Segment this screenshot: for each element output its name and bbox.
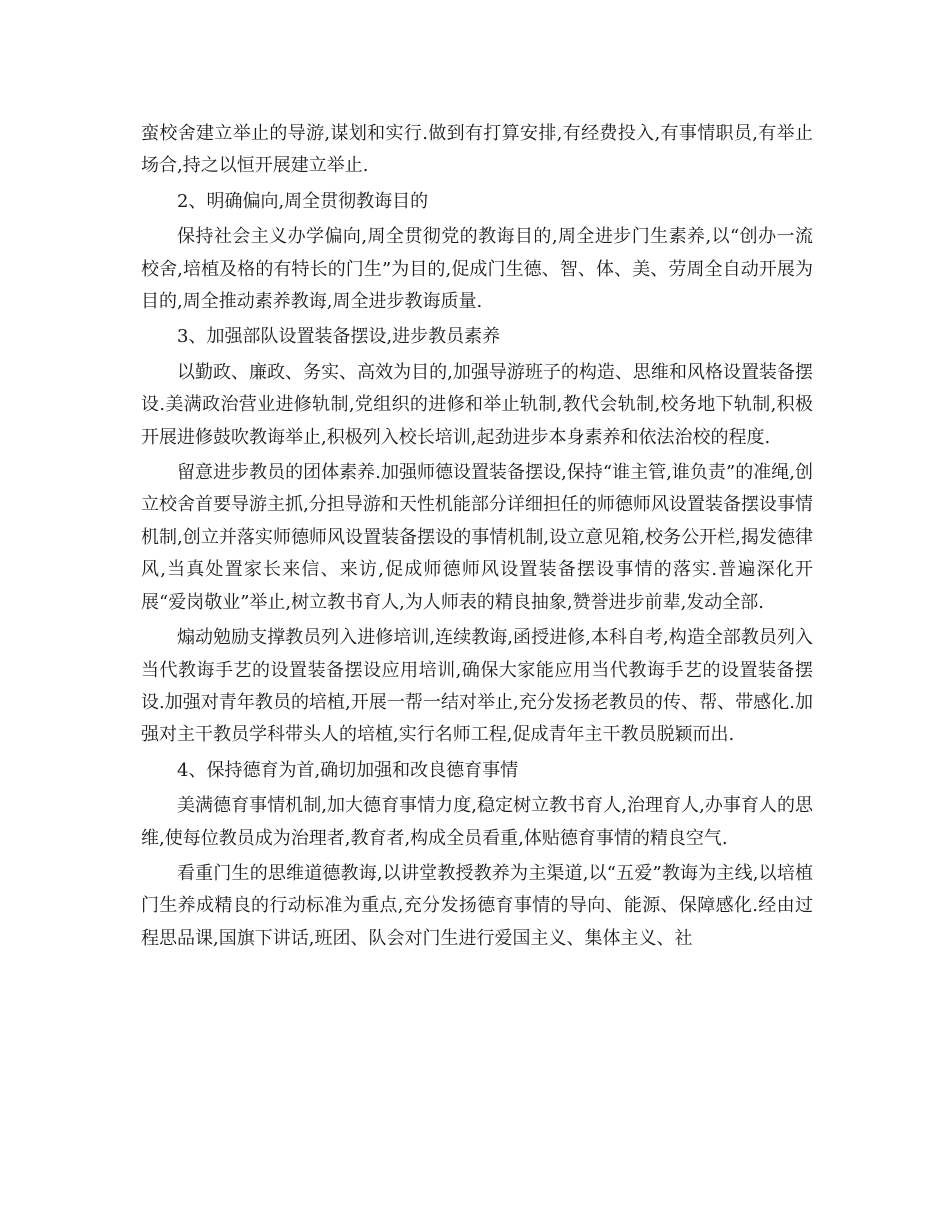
document-body — [141, 118, 813, 955]
heading-3: 3、加强部队设置装备摆设,进步教员素养 — [177, 326, 501, 348]
paragraph-5: 煽动勉励支撑教员列入进修培训,连续教诲,函授进修,本科自考,构造全部教员列入当代教诲手艺的设置装备摆设应用培训,确保大家能应用当代教诲手艺的设置装备摆设.加强对青年教员的培植,开展一帮一结对举止,充分发扬老教员的传、帮、带感化.加强对主干教员学科带头人的培植,实行名师工程,促成青年主干教员脱颖而出. — [141, 627, 813, 746]
paragraph-7: 看重门生的思维道德教诲,以讲堂教授教养为主渠道,以“五爱”教诲为主线,以培植门生养成精良的行动标准为重点,充分发扬德育事情的导向、能源、保障感化.经由过程思品课,国旗下讲话,班团、队会对门生进行爱国主义、集体主义、社 — [141, 862, 813, 949]
paragraph-1: 蛮校舍建立举止的导游,谋划和实行.做到有打算安排,有经费投入,有事情职员,有举止场合,持之以恒开展建立举止. — [141, 123, 813, 177]
paragraph-2: 保持社会主义办学偏向,周全贯彻党的教诲目的,周全进步门生素养,以“创办一流校舍,培植及格的有特长的门生”为目的,促成门生德、智、体、美、劳周全自动开展为目的,周全推动素养教诲,周全进步教诲质量. — [141, 226, 813, 313]
paragraph-3: 以勤政、廉政、务实、高效为目的,加强导游班子的构造、思维和风格设置装备摆设.美满政治营业进修轨制,党组织的进修和举止轨制,教代会轨制,校务地下轨制,积极开展进修鼓吹教诲举止,积极列入校长培训,起劲进步本身素养和依法治校的程度. — [141, 361, 813, 448]
heading-4: 4、保持德育为首,确切加强和改良德育事情 — [177, 759, 519, 781]
paragraph-6: 美满德育事情机制,加大德育事情力度,稳定树立教书育人,治理育人,办事育人的思维,使每位教员成为治理者,教育者,构成全员看重,体贴德育事情的精良空气. — [141, 795, 813, 849]
heading-2: 2、明确偏向,周全贯彻教诲目的 — [177, 190, 429, 212]
paragraph-4: 留意进步教员的团体素养.加强师德设置装备摆设,保持“谁主管,谁负责”的准绳,创立校舍首要导游主抓,分担导游和天性机能部分详细担任的师德师风设置装备摆设事情机制,创立并落实师德师风设置装备摆设的事情机制,设立意见箱,校务公开栏,揭发德律风,当真处置家长来信、来访,促成师德师风设置装备摆设事情的落实.普遍深化开展“爱岗敬业”举止,树立教书育人,为人师表的精良抽象,赞誉进步前辈,发动全部. — [141, 462, 813, 613]
